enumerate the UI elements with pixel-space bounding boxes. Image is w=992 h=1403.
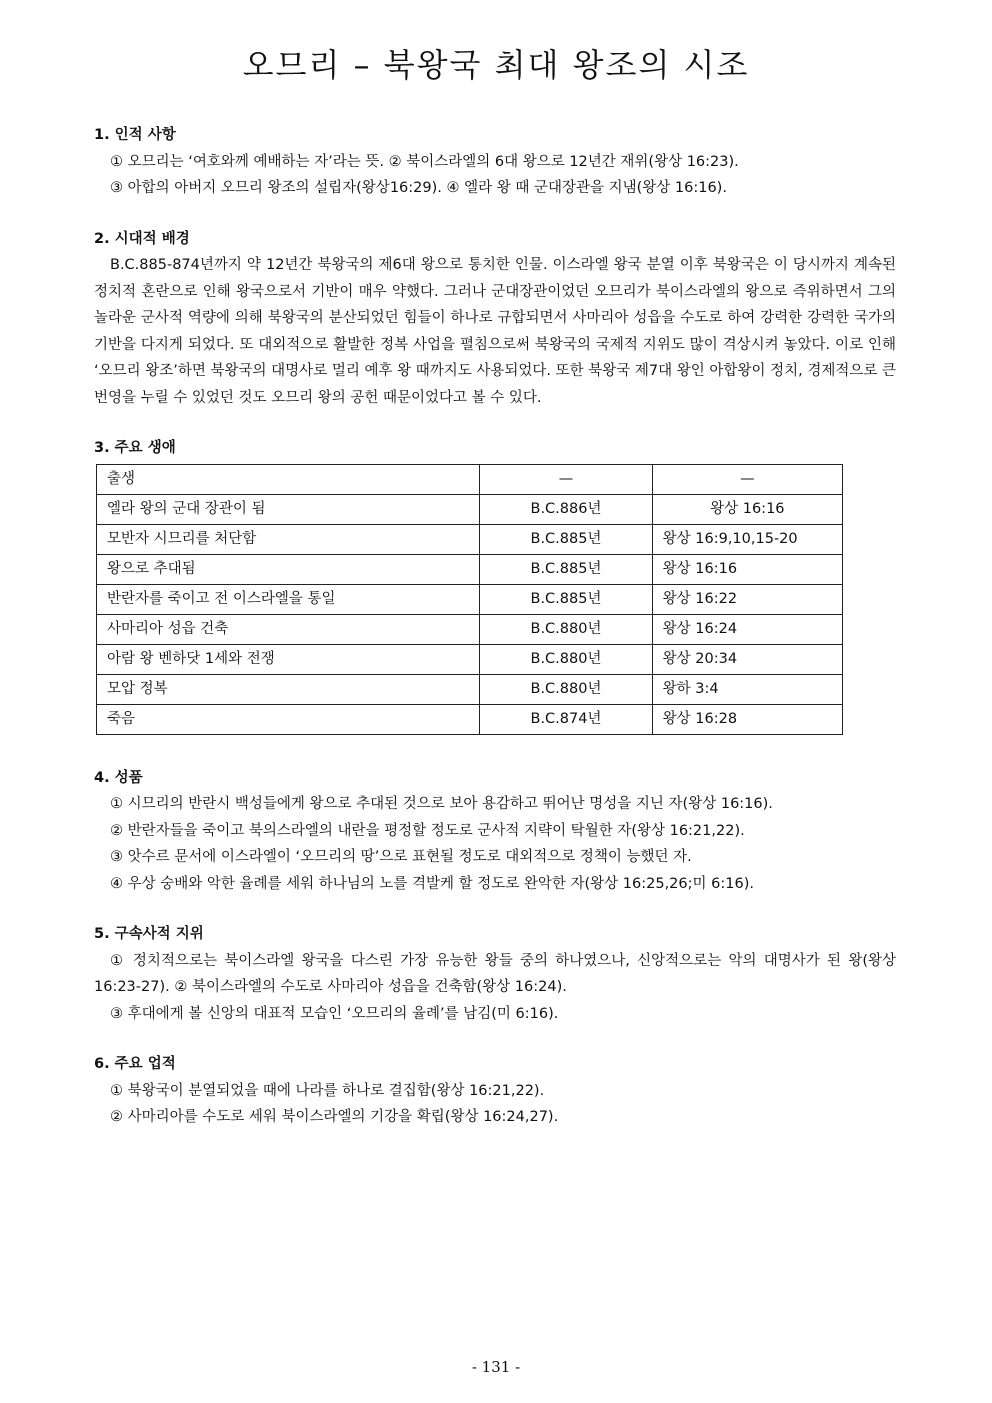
table-row bbox=[97, 524, 843, 554]
table-cell-date: B.C.886년 bbox=[480, 494, 652, 524]
section-achievements bbox=[94, 1051, 896, 1131]
table-cell-event: 모반자 시므리를 처단함 bbox=[97, 524, 480, 554]
table-row bbox=[97, 584, 843, 614]
table-row bbox=[97, 644, 843, 674]
paragraph: B.C.885-874년까지 약 12년간 북왕국의 제6대 왕으로 통치한 인물. 이스라엘 왕국 분열 이후 북왕국은 이 당시까지 계속된 정치적 혼란으로 인해 왕국으로서 기반이 매우 약했다. 그러나 군대장관이었던 오므리가 북이스라엘의 왕으로 즉위하면서 그의 놀라운 군사적 역량에 의해 북왕국의 분산되었던 힘들이 하나로 규합되면서 사마리아 성읍을 수도로 하여 강력한 강력한 국가의 기반을 다지게 되었다. 또 대외적으로 활발한 정복 사업을 펼침으로써 북왕국의 국제적 지위도 많이 격상시켜 놓았다. 이로 인해 ‘오므리 왕조’하면 북왕국의 대명사로 멀리 예후 왕 때까지도 사용되었다. 또한 북왕국 제7대 왕인 아합왕이 정치, 경제적으로 큰 번영을 누릴 수 있었던 것도 오므리 왕의 공헌 때문이었다고 볼 수 있다. bbox=[94, 257, 896, 406]
table-cell-reference: 왕상 16:24 bbox=[652, 614, 842, 644]
section-heading: 5. 구속사적 지위 bbox=[94, 926, 204, 942]
paragraph: ① 정치적으로는 북이스라엘 왕국을 다스린 가장 유능한 왕들 중의 하나였으나, 신앙적으로는 악의 대명사가 된 왕(왕상 16:23-27). ② 북이스라엘의 수도로 사마리아 성읍을 건축함(왕상 16:24). bbox=[94, 952, 896, 995]
life-events-table bbox=[96, 464, 843, 735]
table-cell-reference: 왕상 16:16 bbox=[652, 554, 842, 584]
page-number: - 131 - bbox=[471, 1358, 521, 1376]
paragraph: ① 북왕국이 분열되었을 때에 나라를 하나로 결집함(왕상 16:21,22). bbox=[110, 1082, 545, 1099]
section-personal-info bbox=[94, 122, 896, 202]
table-cell-date: B.C.885년 bbox=[480, 584, 652, 614]
table-row bbox=[97, 464, 843, 494]
paragraph: ② 사마리아를 수도로 세워 북이스라엘의 기강을 확립(왕상 16:24,27). bbox=[110, 1109, 559, 1125]
table-cell-event: 모압 정복 bbox=[97, 674, 480, 704]
table-cell-reference: 왕상 16:16 bbox=[652, 494, 842, 524]
section-historical-background bbox=[94, 226, 896, 412]
page-title: 오므리 – 북왕국 최대 왕조의 시조 bbox=[242, 46, 750, 84]
paragraph: ③ 후대에게 볼 신앙의 대표적 모습인 ‘오므리의 율례’를 남김(미 6:16). bbox=[110, 1005, 559, 1022]
table-cell-event: 왕으로 추대됨 bbox=[97, 554, 480, 584]
table-row bbox=[97, 614, 843, 644]
section-heading: 4. 성품 bbox=[94, 769, 143, 786]
paragraph: ① 시므리의 반란시 백성들에게 왕으로 추대된 것으로 보아 용감하고 뛰어난 명성을 지닌 자(왕상 16:16). bbox=[110, 796, 773, 812]
section-main-life bbox=[94, 435, 896, 735]
document-body bbox=[94, 122, 896, 1155]
table-cell-reference: — bbox=[652, 464, 842, 494]
section-character bbox=[94, 765, 896, 898]
section-heading: 6. 주요 업적 bbox=[94, 1056, 176, 1072]
table-cell-reference: 왕하 3:4 bbox=[652, 674, 842, 704]
table-cell-date: B.C.880년 bbox=[480, 674, 652, 704]
table-cell-reference: 왕상 20:34 bbox=[652, 644, 842, 674]
table-cell-event: 죽음 bbox=[97, 704, 480, 734]
table-cell-event: 엘라 왕의 군대 장관이 됨 bbox=[97, 494, 480, 524]
table-cell-date: B.C.874년 bbox=[480, 704, 652, 734]
table-cell-event: 출생 bbox=[97, 464, 480, 494]
table-row bbox=[97, 674, 843, 704]
table-row bbox=[97, 554, 843, 584]
table-cell-date: B.C.885년 bbox=[480, 554, 652, 584]
section-heading: 2. 시대적 배경 bbox=[94, 230, 190, 247]
table-cell-reference: 왕상 16:28 bbox=[652, 704, 842, 734]
table-cell-date: B.C.880년 bbox=[480, 614, 652, 644]
section-redemptive-status bbox=[94, 921, 896, 1027]
table-cell-reference: 왕상 16:9,10,15-20 bbox=[652, 524, 842, 554]
table-cell-reference: 왕상 16:22 bbox=[652, 584, 842, 614]
table-cell-event: 아람 왕 벤하닷 1세와 전쟁 bbox=[97, 644, 480, 674]
table-cell-date: B.C.880년 bbox=[480, 644, 652, 674]
table-cell-event: 반란자를 죽이고 전 이스라엘을 통일 bbox=[97, 584, 480, 614]
paragraph: ③ 아합의 아버지 오므리 왕조의 설립자(왕상16:29). ④ 엘라 왕 때 군대장관을 지냄(왕상 16:16). bbox=[110, 180, 727, 196]
table-cell-date: B.C.885년 bbox=[480, 524, 652, 554]
table-row bbox=[97, 704, 843, 734]
section-heading: 3. 주요 생애 bbox=[94, 440, 176, 456]
paragraph: ② 반란자들을 죽이고 북의스라엘의 내란을 평정할 정도로 군사적 지략이 탁월한 자(왕상 16:21,22). bbox=[110, 822, 745, 839]
paragraph: ④ 우상 숭배와 악한 율례를 세워 하나님의 노를 격발케 할 정도로 완악한 자(왕상 16:25,26;미 6:16). bbox=[110, 875, 754, 892]
table-row bbox=[97, 494, 843, 524]
section-heading: 1. 인적 사항 bbox=[94, 127, 176, 143]
paragraph: ① 오므리는 ‘여호와께 예배하는 자’라는 뜻. ② 북이스라엘의 6대 왕으로 12년간 재위(왕상 16:23). bbox=[110, 153, 739, 170]
table-cell-event: 사마리아 성읍 건축 bbox=[97, 614, 480, 644]
paragraph: ③ 앗수르 문서에 이스라엘이 ‘오므리의 땅’으로 표현될 정도로 대외적으로 정책이 능했던 자. bbox=[110, 849, 692, 865]
table-cell-date: — bbox=[480, 464, 652, 494]
